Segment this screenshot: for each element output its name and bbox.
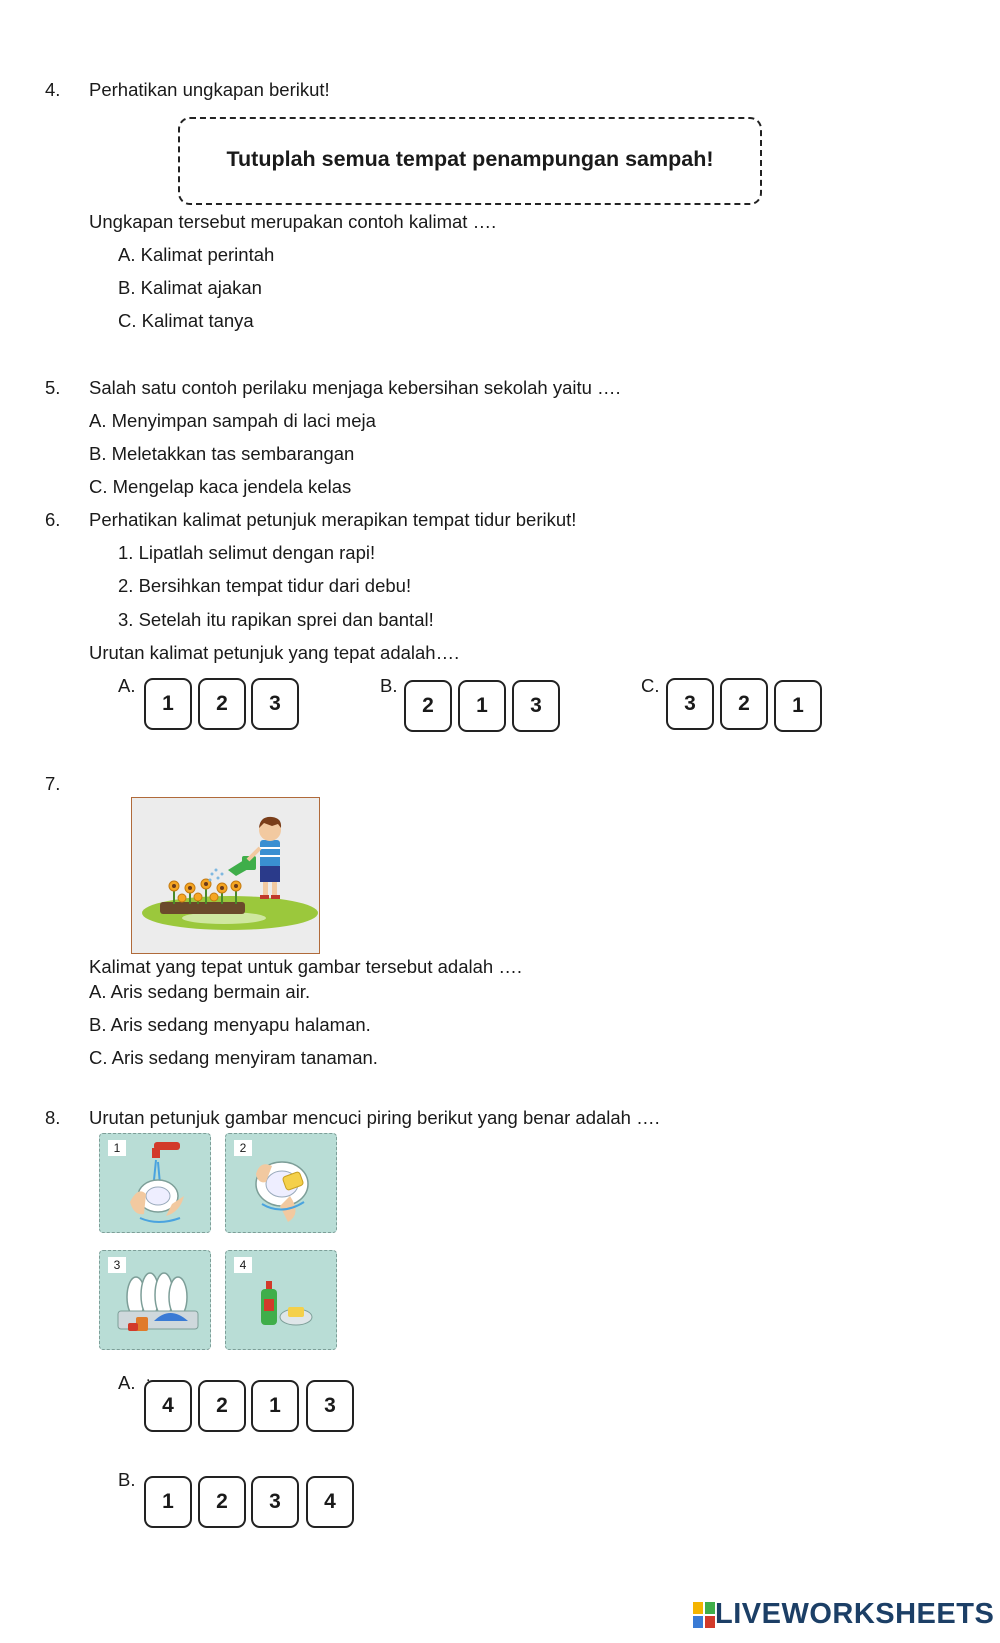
q6-c-box-2: 2 xyxy=(720,678,768,730)
q6-step-3: 3. Setelah itu rapikan sprei dan bantal! xyxy=(118,609,434,630)
q5-number: 5. xyxy=(45,377,61,398)
q4-boxed-expression xyxy=(178,117,762,205)
q7-option-a[interactable]: A. Aris sedang bermain air. xyxy=(89,981,311,1002)
q6-b-box-3: 3 xyxy=(512,680,560,732)
q6-step-2: 2. Bersihkan tempat tidur dari debu! xyxy=(118,575,412,596)
q7-question: Kalimat yang tepat untuk gambar tersebut adalah …. xyxy=(89,956,522,977)
q4-number: 4. xyxy=(45,79,61,100)
q8-a-box-4: 3 xyxy=(306,1380,354,1432)
q8-question: Urutan petunjuk gambar mencuci piring berikut yang benar adalah …. xyxy=(89,1107,660,1128)
q4-boxed-text: Tutuplah semua tempat penampungan sampah! xyxy=(226,147,714,171)
q6-a-box-1: 1 xyxy=(144,678,192,730)
q7-option-b[interactable]: B. Aris sedang menyapu halaman. xyxy=(89,1014,371,1035)
q8-a-box-1: 4 xyxy=(144,1380,192,1432)
q8-tile-1-label: 1 xyxy=(108,1140,126,1156)
q6-c-box-1: 3 xyxy=(666,678,714,730)
q6-number: 6. xyxy=(45,509,61,530)
q8-answer-a-mark: . xyxy=(146,1368,151,1385)
q8-answer-b-letter[interactable]: B. xyxy=(118,1469,136,1490)
q6-step-1: 1. Lipatlah selimut dengan rapi! xyxy=(118,542,376,563)
q8-tile-2-label: 2 xyxy=(234,1140,252,1156)
q8-b-box-1: 1 xyxy=(144,1476,192,1528)
q6-prompt: Perhatikan kalimat petunjuk merapikan tempat tidur berikut! xyxy=(89,509,577,530)
liveworksheets-logo xyxy=(693,1598,994,1631)
q6-answer-b-letter[interactable]: B. xyxy=(380,675,398,696)
q6-a-box-2: 2 xyxy=(198,678,246,730)
q7-option-c[interactable]: C. Aris sedang menyiram tanaman. xyxy=(89,1047,378,1068)
q4-option-a[interactable]: A. Kalimat perintah xyxy=(118,244,275,265)
q7-number: 7. xyxy=(45,773,61,794)
q6-b-box-2: 1 xyxy=(458,680,506,732)
q4-option-c[interactable]: C. Kalimat tanya xyxy=(118,310,254,331)
q8-b-box-3: 3 xyxy=(251,1476,299,1528)
q8-tile-4-soap xyxy=(225,1250,337,1350)
q8-tile-3-label: 3 xyxy=(108,1257,126,1273)
q8-tile-4-label: 4 xyxy=(234,1257,252,1273)
q6-answer-a-letter[interactable]: A. xyxy=(118,675,136,696)
q6-b-box-1: 2 xyxy=(404,680,452,732)
q8-a-box-3: 1 xyxy=(251,1380,299,1432)
q8-number: 8. xyxy=(45,1107,61,1128)
q5-option-b[interactable]: B. Meletakkan tas sembarangan xyxy=(89,443,355,464)
q5-option-c[interactable]: C. Mengelap kaca jendela kelas xyxy=(89,476,352,497)
q8-tile-3-rack xyxy=(99,1250,211,1350)
q8-a-box-2: 2 xyxy=(198,1380,246,1432)
q6-question: Urutan kalimat petunjuk yang tepat adalah…. xyxy=(89,642,460,663)
q8-b-box-2: 2 xyxy=(198,1476,246,1528)
q5-question: Salah satu contoh perilaku menjaga kebersihan sekolah yaitu …. xyxy=(89,377,621,398)
q8-b-box-4: 4 xyxy=(306,1476,354,1528)
q8-tile-1-rinse xyxy=(99,1133,211,1233)
q8-tile-2-scrub xyxy=(225,1133,337,1233)
q7-illustration xyxy=(131,797,320,954)
logo-blocks-icon xyxy=(693,1602,715,1628)
q4-option-b[interactable]: B. Kalimat ajakan xyxy=(118,277,262,298)
q6-c-box-3: 1 xyxy=(774,680,822,732)
q5-option-a[interactable]: A. Menyimpan sampah di laci meja xyxy=(89,410,376,431)
q6-a-box-3: 3 xyxy=(251,678,299,730)
q4-question: Ungkapan tersebut merupakan contoh kalimat …. xyxy=(89,211,497,232)
q8-answer-a-letter[interactable]: A. xyxy=(118,1372,136,1393)
q6-answer-c-letter[interactable]: C. xyxy=(641,675,660,696)
q4-prompt: Perhatikan ungkapan berikut! xyxy=(89,79,330,100)
logo-text: LIVEWORKSHEETS xyxy=(715,1598,995,1630)
